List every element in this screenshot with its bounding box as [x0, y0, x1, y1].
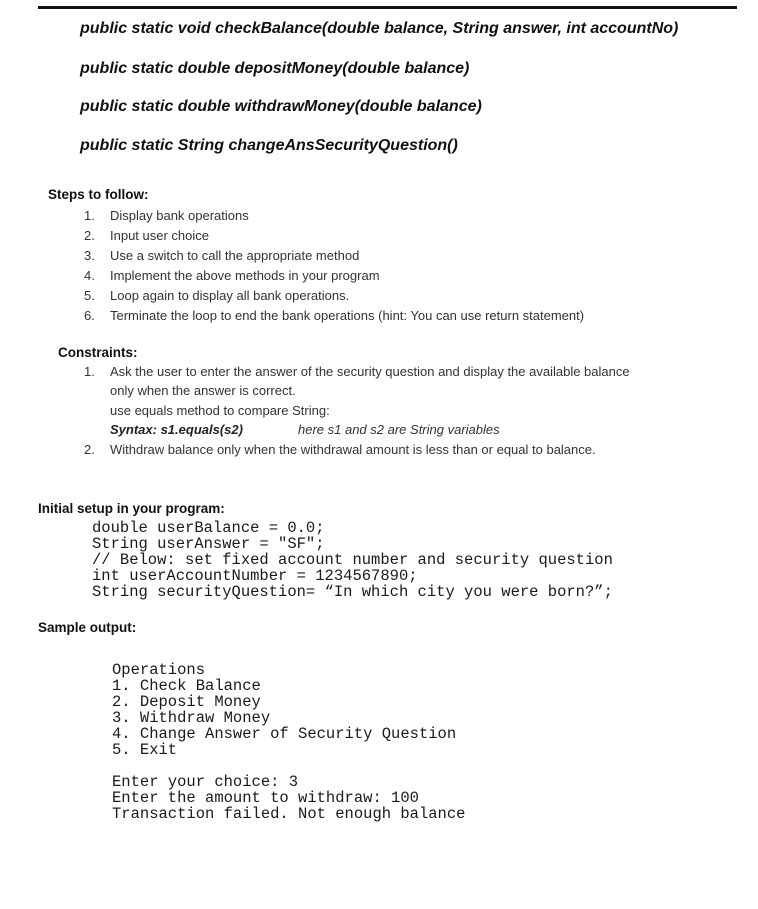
- signature-withdraw-money: public static double withdrawMoney(double balance): [80, 98, 482, 115]
- top-rule: [38, 6, 737, 9]
- signature-change-answer: public static String changeAnsSecurityQuestion(): [80, 137, 458, 154]
- output-line: 4. Change Answer of Security Question: [112, 725, 457, 743]
- constraint-line: only when the answer is correct.: [110, 383, 296, 398]
- list-item-text: Use a switch to call the appropriate method: [110, 248, 360, 263]
- output-line: [112, 758, 465, 774]
- list-item-number: 5.: [84, 288, 95, 303]
- list-item-number: 1.: [84, 208, 95, 223]
- syntax-example: Syntax: s1.equals(s2): [110, 422, 243, 437]
- constraint-line: use equals method to compare String:: [110, 403, 330, 418]
- output-line: 3. Withdraw Money: [112, 709, 271, 727]
- setup-code-block: [92, 520, 613, 600]
- code-line: double userBalance = 0.0;: [92, 519, 325, 537]
- output-line: 2. Deposit Money: [112, 693, 261, 711]
- list-item-number: 3.: [84, 248, 95, 263]
- output-line: Operations: [112, 661, 206, 679]
- list-item-number: 2.: [84, 228, 95, 243]
- list-item-text: Implement the above methods in your program: [110, 268, 380, 283]
- output-line: 1. Check Balance: [112, 677, 261, 695]
- output-line: Enter the amount to withdraw: 100: [112, 789, 419, 807]
- output-line: Enter your choice: 3: [112, 773, 299, 791]
- output-line: 5. Exit: [112, 741, 178, 759]
- list-item-number: 2.: [84, 442, 95, 457]
- code-line: String userAnswer = "SF";: [92, 535, 325, 553]
- sample-output-block: [112, 662, 465, 822]
- signature-check-balance: public static void checkBalance(double balance, String answer, int accountNo): [80, 20, 679, 37]
- list-item-number: 4.: [84, 268, 95, 283]
- code-line: String securityQuestion= “In which city you were born?”;: [92, 583, 613, 601]
- syntax-hint: here s1 and s2 are String variables: [298, 422, 500, 437]
- code-line: // Below: set fixed account number and security question: [92, 551, 613, 569]
- list-item-text: Ask the user to enter the answer of the security question and display the available balance: [110, 364, 630, 379]
- list-item-text: Withdraw balance only when the withdrawal amount is less than or equal to balance.: [110, 442, 596, 457]
- list-item-number: 6.: [84, 308, 95, 323]
- list-item-text: Display bank operations: [110, 208, 249, 223]
- list-item-text: Terminate the loop to end the bank operations (hint: You can use return statement): [110, 308, 585, 323]
- steps-heading: Steps to follow:: [48, 187, 149, 202]
- sample-output-heading: Sample output:: [38, 620, 137, 635]
- signature-deposit-money: public static double depositMoney(double balance): [80, 60, 470, 77]
- code-line: int userAccountNumber = 1234567890;: [92, 567, 418, 585]
- syntax-line: [110, 422, 500, 437]
- output-line: Transaction failed. Not enough balance: [112, 805, 466, 823]
- list-item-text: Input user choice: [110, 228, 210, 243]
- constraints-heading: Constraints:: [58, 345, 138, 360]
- list-item-number: 1.: [84, 364, 95, 379]
- list-item-text: Loop again to display all bank operations.: [110, 288, 350, 303]
- setup-heading: Initial setup in your program:: [38, 501, 225, 516]
